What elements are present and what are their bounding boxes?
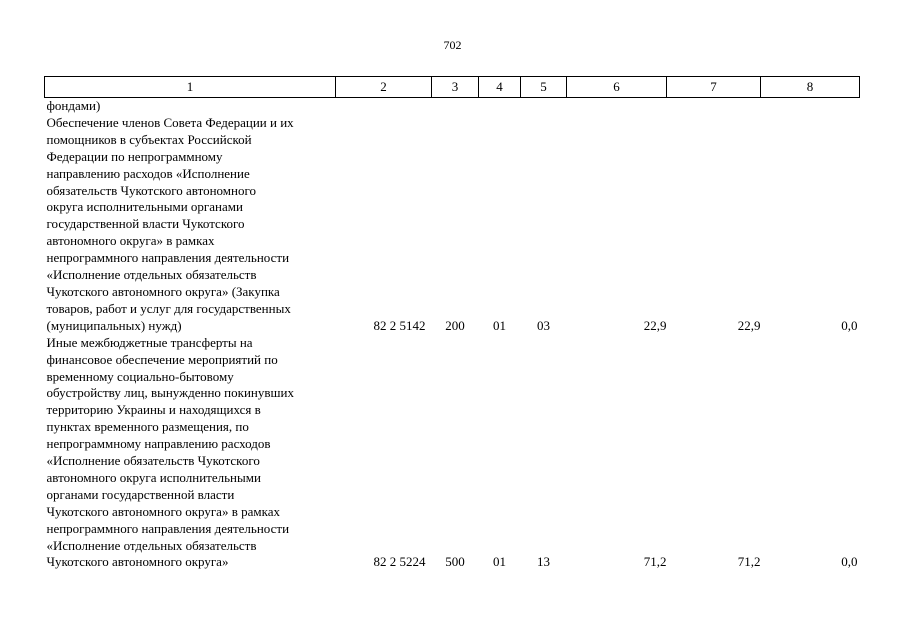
page-number: 702 (443, 38, 462, 52)
row-target-code: 82 2 5142 (373, 317, 426, 333)
column-header: 2 (336, 77, 432, 98)
row-amount-col6: 71,2 (643, 554, 667, 570)
column-header: 5 (521, 77, 567, 98)
column-header: 8 (761, 77, 860, 98)
row-description: фондами) (46, 98, 101, 113)
column-header: 3 (432, 77, 479, 98)
row-amount-col7 (667, 98, 761, 115)
table-row (45, 98, 860, 115)
row-amount-col7: 22,9 (737, 317, 761, 333)
row-amount-col8: 0,0 (841, 317, 858, 333)
row-expense-type: 500 (445, 554, 465, 570)
budget-table (44, 76, 860, 571)
column-header: 7 (667, 77, 761, 98)
row-expense-type: 200 (445, 317, 465, 333)
row-section (479, 98, 521, 115)
row-target-code (336, 98, 432, 115)
row-description: Обеспечение членов Совета Федерации и их помощников в субъектах Российской Федерации по непрограммному направлению расходов «Исполнение обязательств Чукотского автономного округа исполнительными органами государственной власти Чукотского автономного округа» в рамках непрограммного направления деятельности «Исполнение отдельных обязательств Чукотского автономного округа» (Закупка товаров, работ и услуг для государственных (муниципальных) нужд) (46, 114, 294, 333)
row-amount-col6: 22,9 (643, 317, 667, 333)
row-subsection: 03 (537, 317, 550, 333)
row-section: 01 (493, 554, 506, 570)
row-subsection (521, 98, 567, 115)
row-amount-col7: 71,2 (737, 554, 761, 570)
column-header: 4 (479, 77, 521, 98)
row-target-code: 82 2 5224 (373, 554, 426, 570)
row-amount-col8 (761, 98, 860, 115)
row-section: 01 (493, 317, 506, 333)
column-header: 6 (567, 77, 667, 98)
table-row (45, 115, 860, 335)
row-amount-col8: 0,0 (841, 554, 858, 570)
row-expense-type (432, 98, 479, 115)
row-amount-col6 (567, 98, 667, 115)
column-header: 1 (45, 77, 336, 98)
table-row (45, 335, 860, 572)
row-subsection: 13 (537, 554, 550, 570)
row-description: Иные межбюджетные трансферты на финансовое обеспечение мероприятий по временному социально-бытовому обустройству лиц, вынужденно покинувших территорию Украины и находящихся в пунктах временного размещения, по непрограммному направлению расходов «Исполнение обязательств Чукотского автономного округа исполнительными органами государственной власти Чукотского автономного округа» в рамках непрограммного направления деятельности «Исполнение отдельных обязательств Чукотского автономного округа» (46, 334, 294, 570)
column-number-header-row (45, 77, 860, 98)
